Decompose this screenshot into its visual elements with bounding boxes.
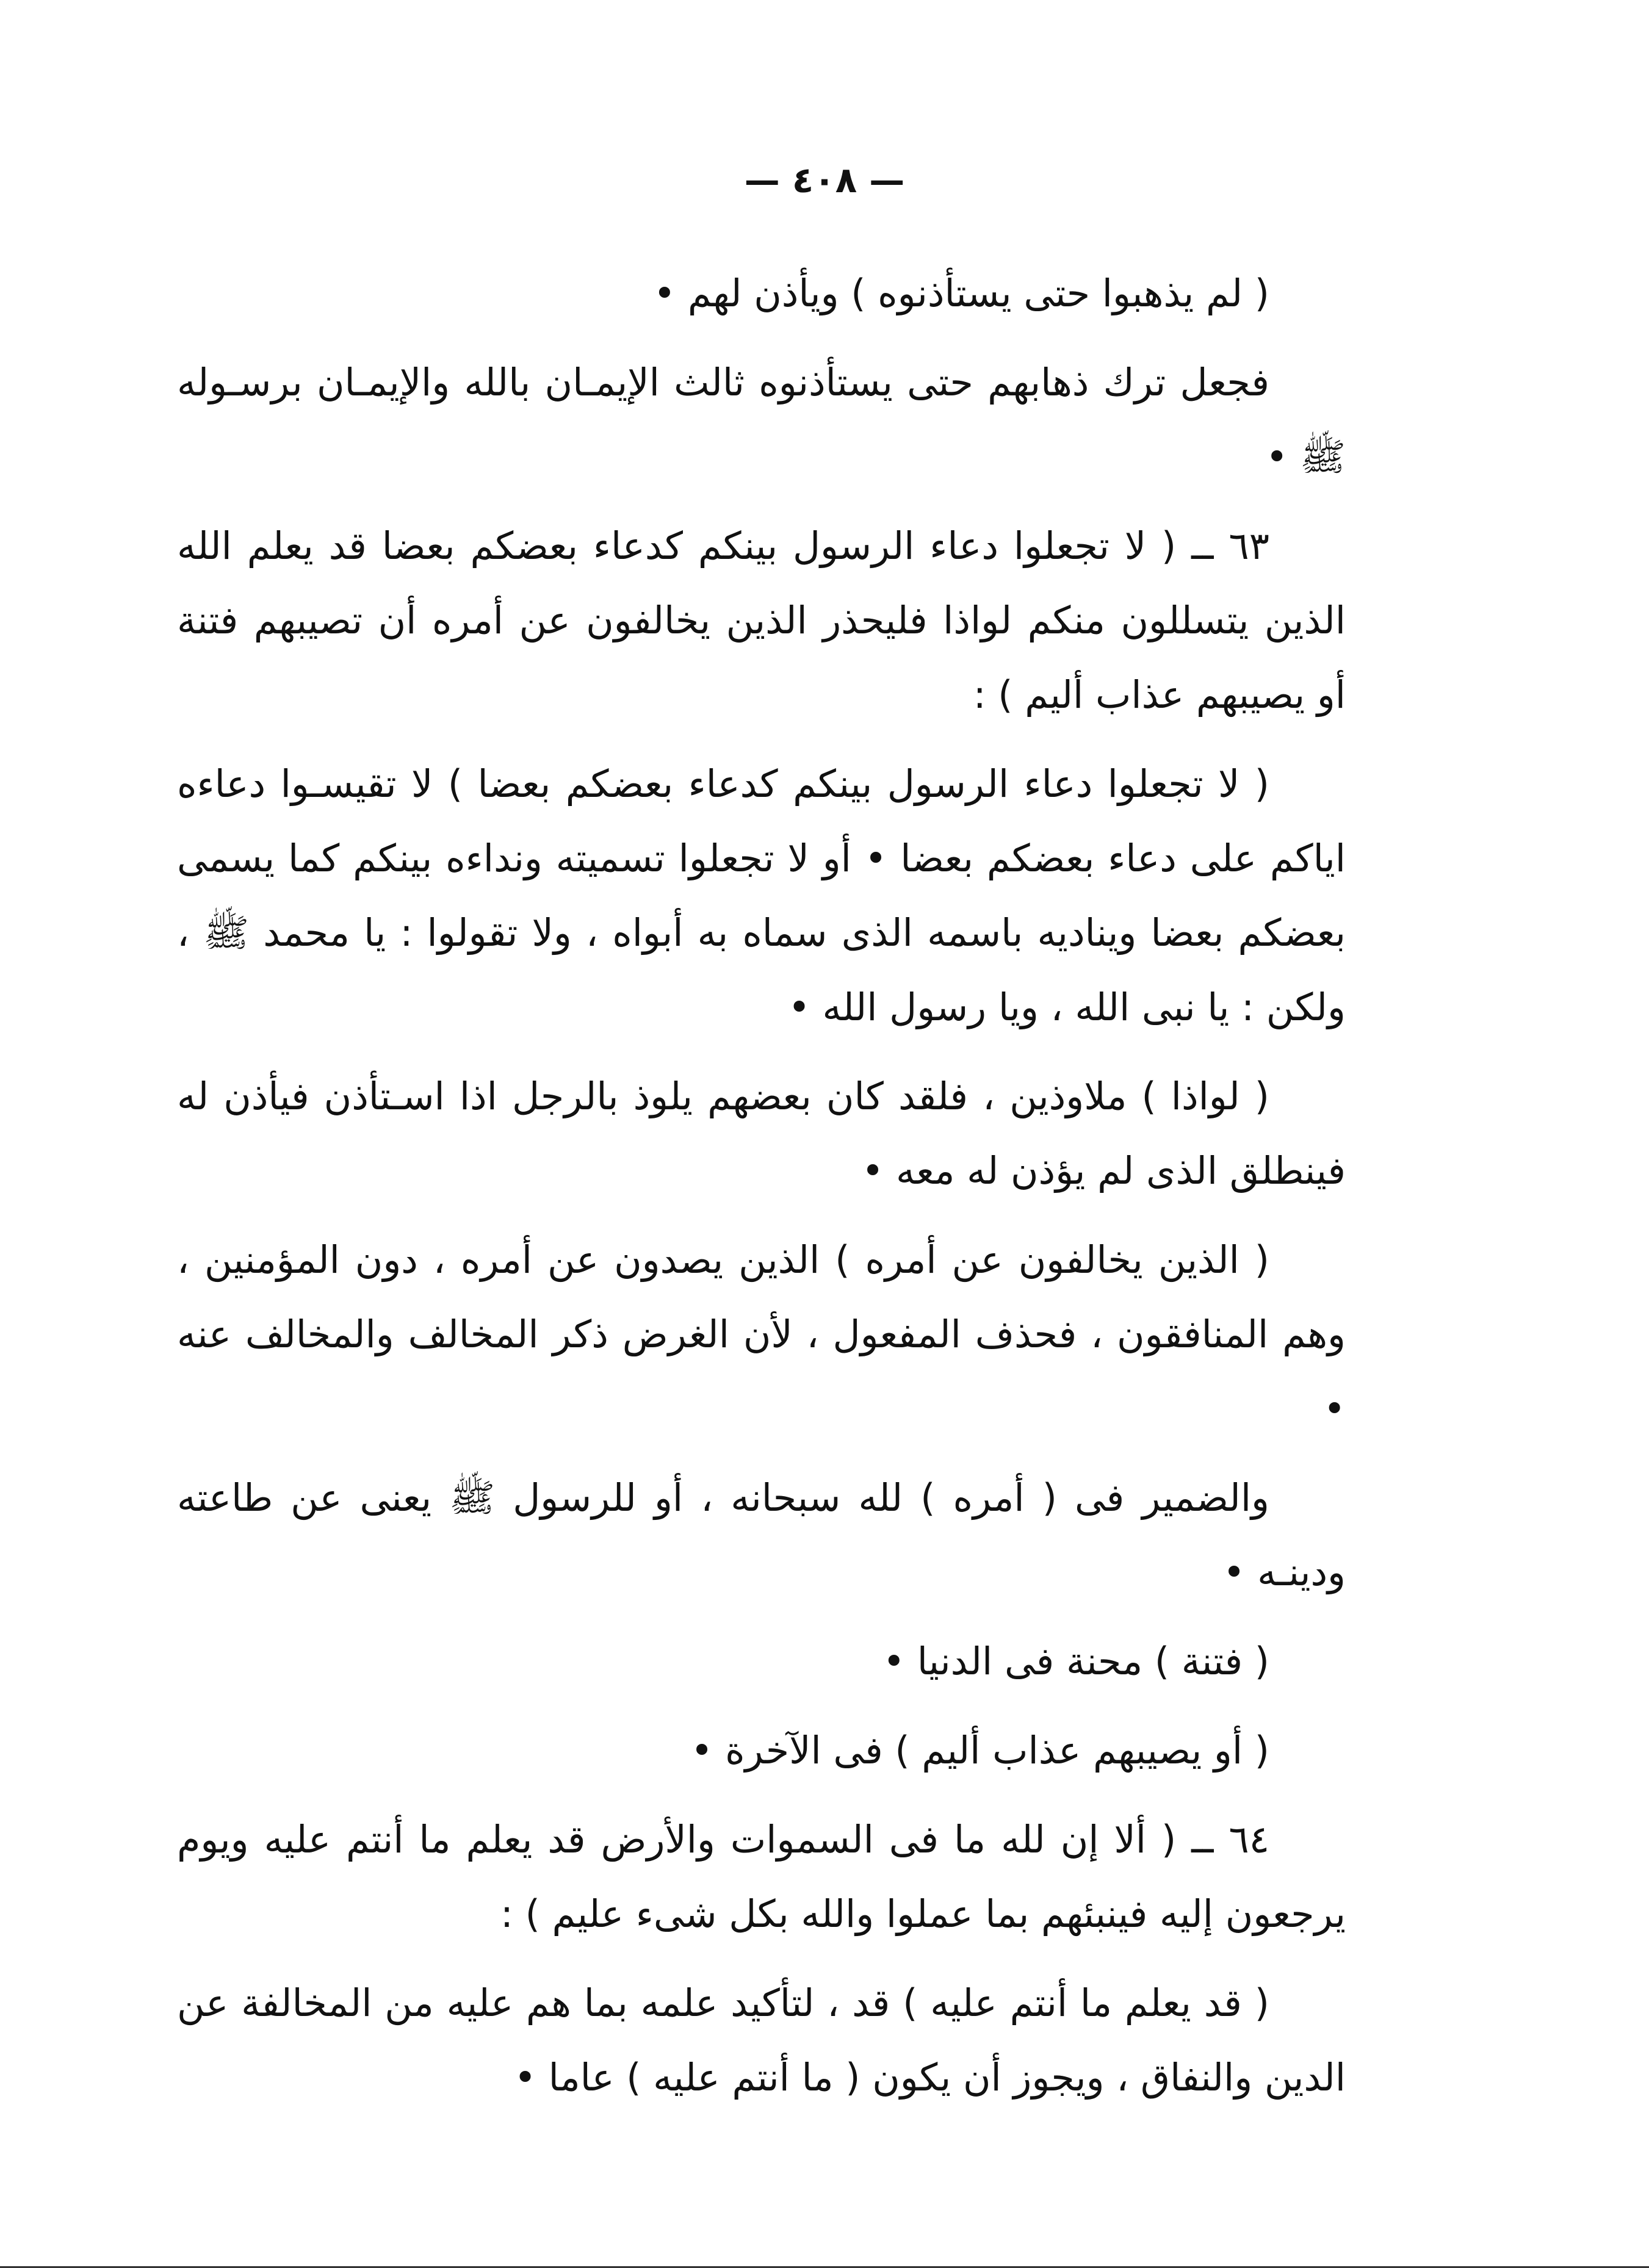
paragraph: ( لواذا ) ملاوذين ، فلقد كان بعضهم يلوذ بالرجل اذا اسـتأذن فيأذن له فينطلق الذى لم يؤذن له معه • [177, 1074, 1346, 1193]
paragraph: ( لم يذهبوا حتى يستأذنوه ) ويأذن لهم • [653, 271, 1269, 315]
page-body-text [177, 256, 1346, 2129]
verse-paragraph-64: ٦٤ ــ ( ألا إن لله ما فى السموات والأرض قد يعلم ما أنتم عليه ويوم يرجعون إليه فينبئهم بما عملوا والله بكل شىء عليم ) : [177, 1817, 1346, 1936]
paragraph: والضمير فى ( أمره ) لله سبحانه ، أو للرسول ﷺ يعنى عن طاعته ودينـه • [177, 1475, 1346, 1594]
paragraph: ( قد يعلم ما أنتم عليه ) قد ، لتأكيد علمه بما هم عليه من المخالفة عن الدين والنفاق ، ويجوز أن يكون ( ما أنتم عليه ) عاما • [177, 1981, 1346, 2100]
paragraph: ( الذين يخالفون عن أمره ) الذين يصدون عن أمره ، دون المؤمنين ، وهم المنافقون ، فحذف المفعول ، لأن الغرض ذكر المخالف والمخالف عنه • [177, 1237, 1346, 1431]
paragraph: ( فتنة ) محنة فى الدنيا • [882, 1639, 1269, 1683]
verse-paragraph-63: ٦٣ ــ ( لا تجعلوا دعاء الرسول بينكم كدعاء بعضكم بعضا قد يعلم الله الذين يتسللون منكم لواذا فليحذر الذين يخالفون عن أمره أن تصيبهم فتنة أو يصيبهم عذاب أليم ) : [177, 524, 1346, 717]
page-number: — ٤٠٨ — [744, 159, 905, 201]
paragraph: ( لا تجعلوا دعاء الرسول بينكم كدعاء بعضكم بعضا ) لا تقيسـوا دعاءه اياكم على دعاء بعضكم بعضا • أو لا تجعلوا تسميته ونداءه بينكم كما يسمى بعضكم بعضا ويناديه باسمه الذى سماه به أبواه ، ولا تقولوا : يا محمد ﷺ ، ولكن : يا نبى الله ، ويا رسول الله • [177, 761, 1346, 1029]
paragraph: ( أو يصيبهم عذاب أليم ) فى الآخرة • [690, 1728, 1269, 1773]
paragraph: فجعل ترك ذهابهم حتى يستأذنوه ثالث الإيمـان بالله والإيمـان برسـوله ﷺ • [177, 360, 1346, 479]
